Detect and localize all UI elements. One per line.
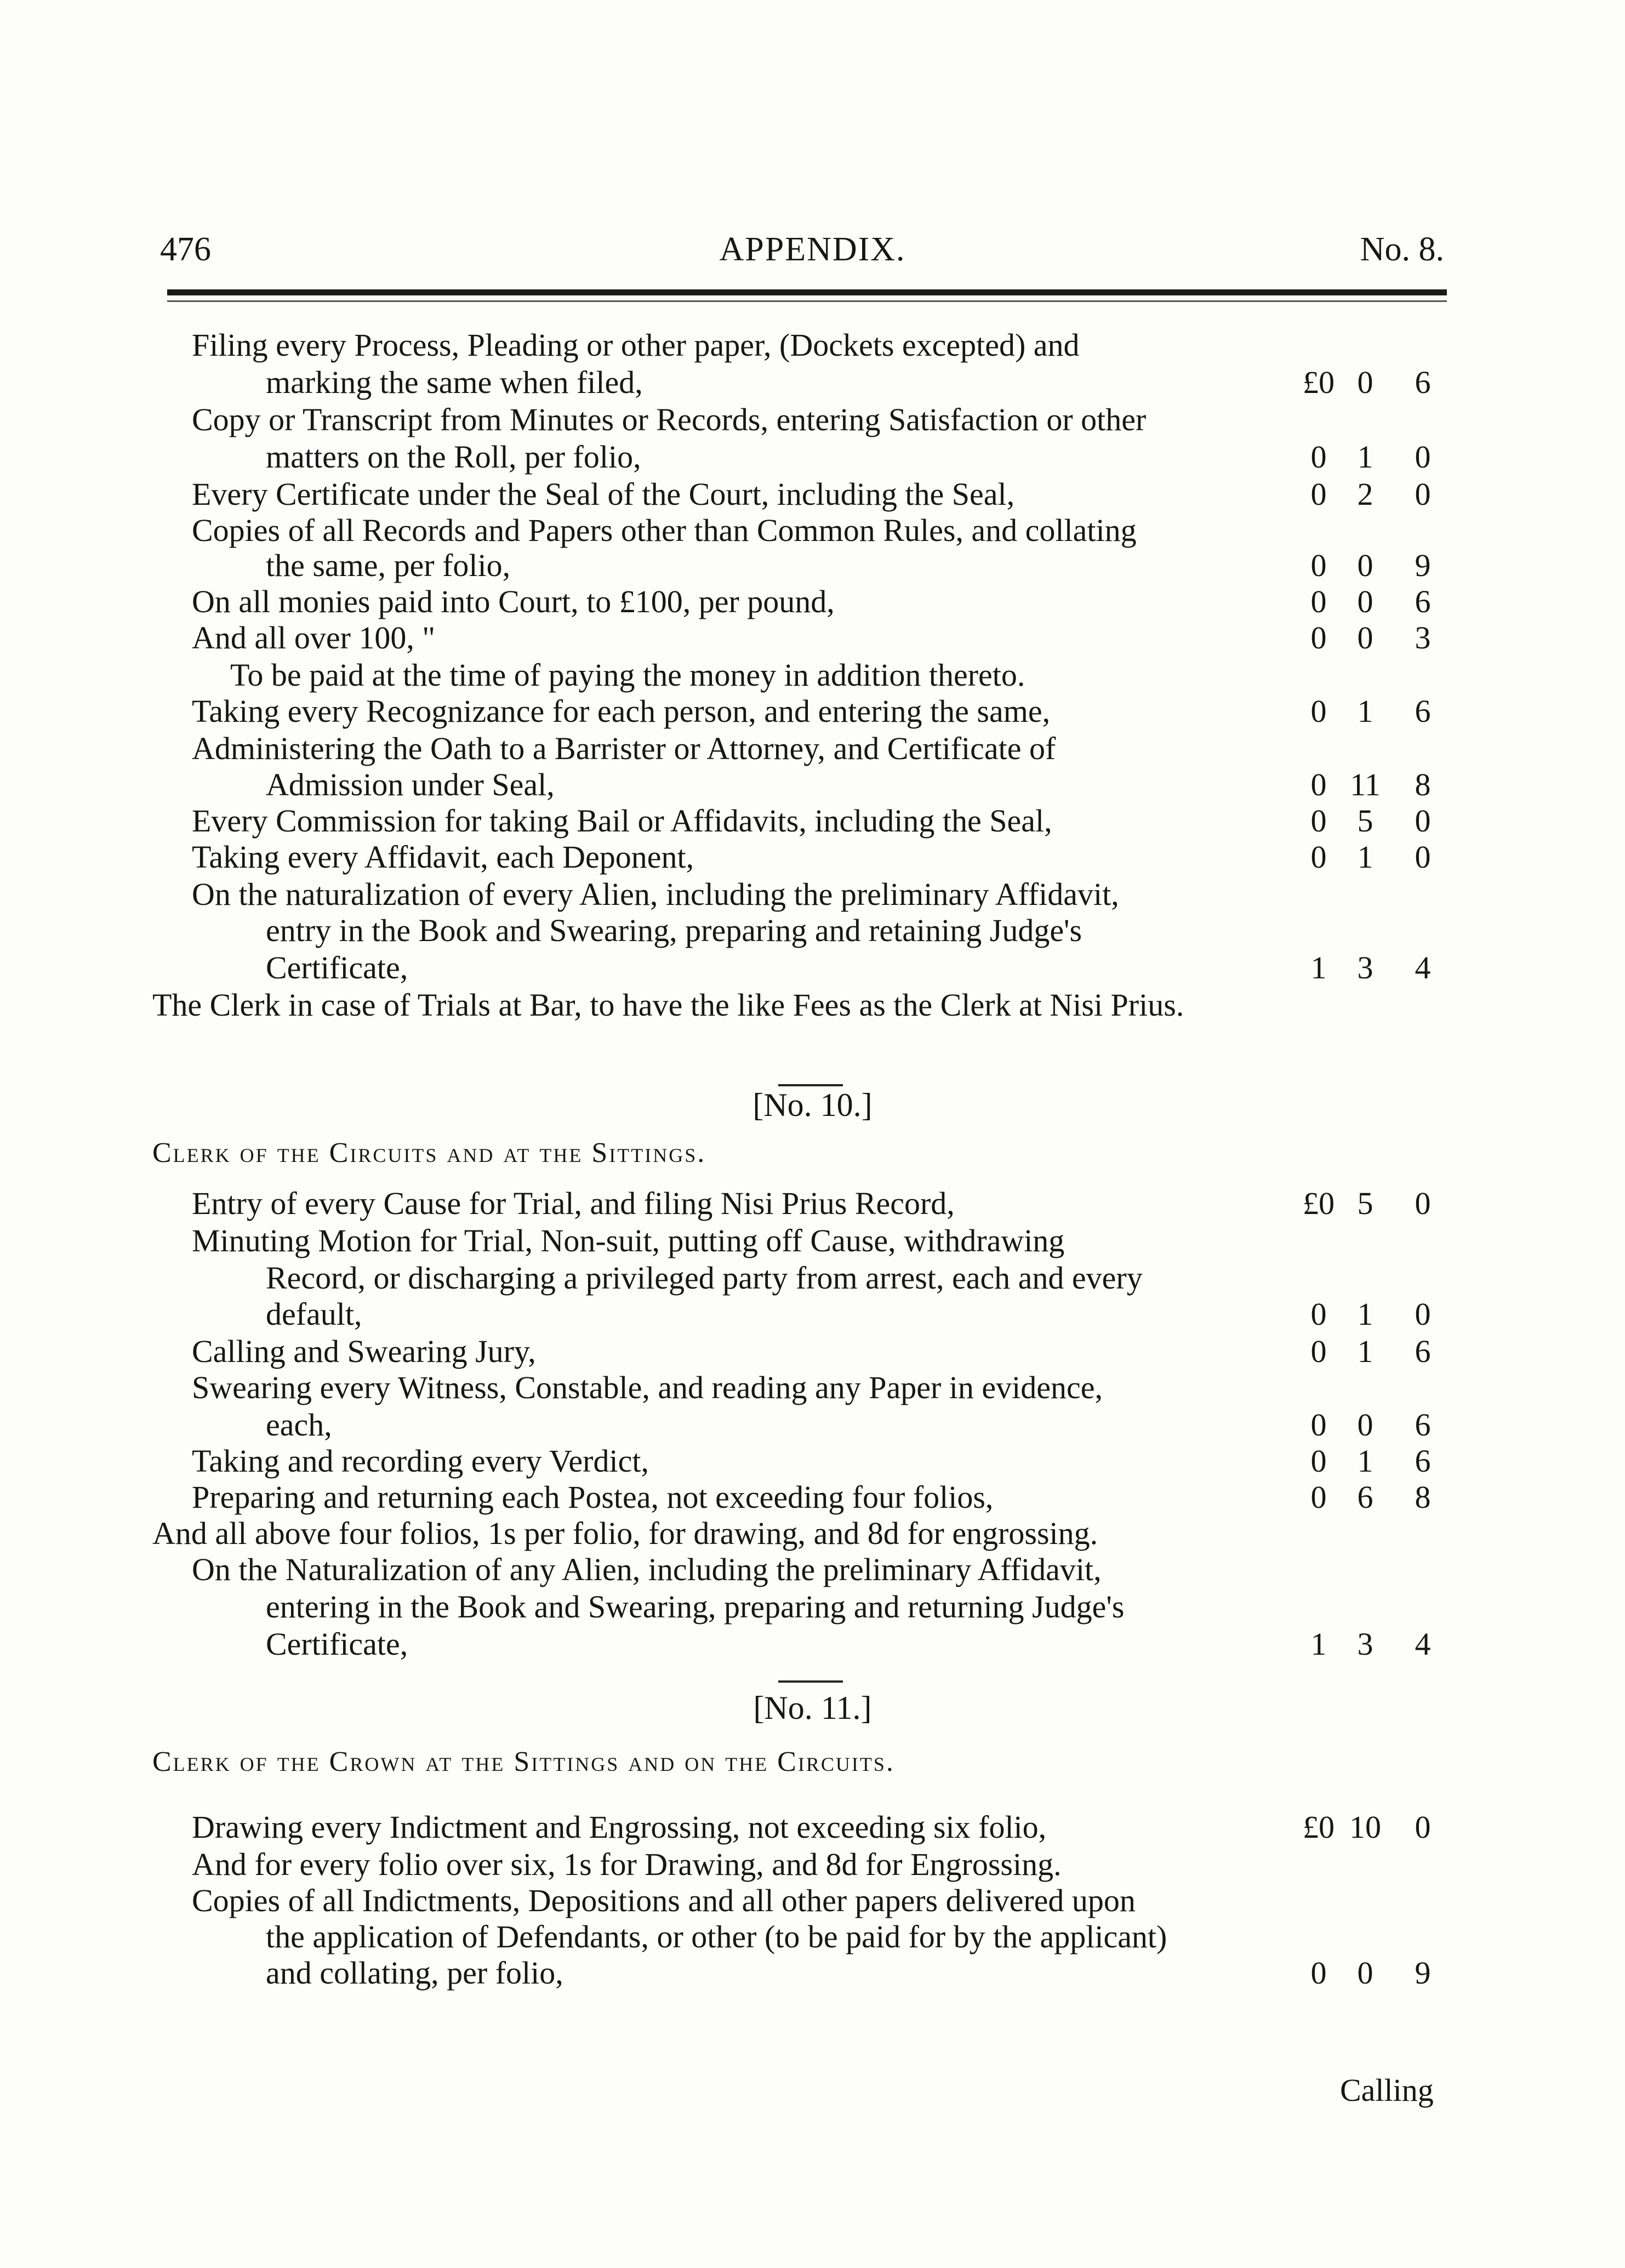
fee-entry xyxy=(0,1586,1625,1628)
fee-description: Taking every Recognizance for each person, and entering the same, xyxy=(192,693,1051,729)
fee-pounds: 0 xyxy=(1310,839,1327,875)
fee-pence: 6 xyxy=(1415,584,1431,619)
fee-entry xyxy=(0,1952,1625,1994)
fee-shillings: 1 xyxy=(1357,839,1373,875)
fee-entry xyxy=(0,910,1625,951)
fee-description: and collating, per folio, xyxy=(266,1955,563,1991)
fee-pence: 8 xyxy=(1415,1479,1431,1515)
fee-entry xyxy=(0,947,1625,989)
page-number: 476 xyxy=(160,231,211,268)
fee-shillings: 0 xyxy=(1357,584,1373,619)
fee-pounds: 0 xyxy=(1310,767,1327,802)
fee-pounds: 0 xyxy=(1310,548,1327,583)
fee-entry xyxy=(0,1367,1625,1409)
fee-pounds: 1 xyxy=(1310,950,1327,985)
fee-entry xyxy=(0,1880,1625,1922)
fee-shillings: 0 xyxy=(1357,364,1373,400)
fee-shillings: 0 xyxy=(1357,620,1373,656)
fee-pence: 0 xyxy=(1415,476,1431,512)
fee-description: On the naturalization of every Alien, including the preliminary Affidavit, xyxy=(192,876,1119,912)
fee-pence: 9 xyxy=(1415,548,1431,583)
fee-description: Record, or discharging a privileged party from arrest, each and every xyxy=(266,1260,1143,1296)
fee-entry xyxy=(0,1513,1625,1554)
fee-description: Admission under Seal, xyxy=(266,767,555,802)
fee-entry xyxy=(0,691,1625,732)
section-number: [No. 11.] xyxy=(753,1690,872,1726)
fee-entry xyxy=(0,1807,1625,1848)
fee-shillings: 5 xyxy=(1357,803,1373,839)
fee-description: On the Naturalization of any Alien, including the preliminary Affidavit, xyxy=(192,1552,1102,1587)
fee-pounds: 0 xyxy=(1310,1443,1327,1479)
fee-description: Copy or Transcript from Minutes or Records, entering Satisfaction or other xyxy=(192,402,1147,437)
fee-description: Entry of every Cause for Trial, and filing Nisi Prius Record, xyxy=(192,1186,955,1221)
fee-entry xyxy=(0,1623,1625,1665)
fee-shillings: 0 xyxy=(1357,1955,1373,1991)
fee-description: matters on the Roll, per folio, xyxy=(266,439,641,475)
fee-shillings: 1 xyxy=(1357,693,1373,729)
fee-entry xyxy=(0,436,1625,478)
fee-shillings: 1 xyxy=(1357,1334,1373,1369)
fee-description: Copies of all Records and Papers other than Common Rules, and collating xyxy=(192,512,1137,548)
fee-entry xyxy=(0,874,1625,915)
fee-description: Taking and recording every Verdict, xyxy=(192,1443,649,1479)
fee-description: Minuting Motion for Trial, Non-suit, putting off Cause, withdrawing xyxy=(192,1223,1065,1258)
catchword: Calling xyxy=(1340,2072,1434,2108)
fee-description: Taking every Affidavit, each Deponent, xyxy=(192,839,694,875)
fee-pounds: 0 xyxy=(1310,476,1327,512)
fee-pounds: £0 xyxy=(1303,364,1335,400)
document-number: No. 8. xyxy=(1360,231,1444,268)
fee-entry xyxy=(0,1844,1625,1885)
fee-shillings: 0 xyxy=(1357,548,1373,583)
fee-entry xyxy=(0,545,1625,586)
fee-description: each, xyxy=(266,1407,332,1443)
fee-shillings: 3 xyxy=(1357,950,1373,985)
fee-entry xyxy=(0,1293,1625,1335)
fee-entry xyxy=(0,1440,1625,1482)
fee-description: And all above four folios, 1s per folio, for drawing, and 8d for engrossing. xyxy=(152,1515,1098,1551)
fee-entry xyxy=(0,1916,1625,1958)
fee-entry xyxy=(0,1477,1625,1518)
fee-shillings: 2 xyxy=(1357,476,1373,512)
section-number: [No. 10.] xyxy=(752,1087,873,1123)
fee-entry xyxy=(0,728,1625,770)
fee-shillings: 1 xyxy=(1357,1443,1373,1479)
fee-description: Calling and Swearing Jury, xyxy=(192,1334,536,1369)
fee-description: Every Commission for taking Bail or Affidavits, including the Seal, xyxy=(192,803,1052,839)
fee-description: Drawing every Indictment and Engrossing, not exceeding six folio, xyxy=(192,1809,1047,1845)
fee-pence: 0 xyxy=(1415,1809,1431,1845)
fee-pounds: 0 xyxy=(1310,693,1327,729)
fee-pounds: 0 xyxy=(1310,803,1327,839)
fee-entry xyxy=(0,800,1625,842)
fee-entry xyxy=(0,362,1625,403)
fee-entry xyxy=(0,474,1625,515)
fee-description: To be paid at the time of paying the money in addition thereto. xyxy=(230,657,1025,693)
fee-description: the application of Defendants, or other (to be paid for by the applicant) xyxy=(266,1919,1167,1954)
fee-description: Certificate, xyxy=(266,1626,408,1662)
fee-shillings: 11 xyxy=(1350,767,1381,802)
fee-shillings: 6 xyxy=(1357,1479,1373,1515)
fee-entry xyxy=(0,617,1625,659)
fee-pounds: 0 xyxy=(1310,1334,1327,1369)
fee-entry xyxy=(0,984,1625,1026)
fee-pence: 0 xyxy=(1415,1186,1431,1221)
fee-description: entry in the Book and Swearing, preparing and retaining Judge's xyxy=(266,913,1082,948)
fee-description: Swearing every Witness, Constable, and reading any Paper in evidence, xyxy=(192,1370,1103,1405)
fee-shillings: 10 xyxy=(1349,1809,1381,1845)
fee-pence: 0 xyxy=(1415,1296,1431,1332)
fee-pence: 6 xyxy=(1415,1334,1431,1369)
fee-pence: 0 xyxy=(1415,803,1431,839)
fee-pounds: 0 xyxy=(1310,584,1327,619)
fee-entry xyxy=(0,1183,1625,1224)
fee-pence: 6 xyxy=(1415,693,1431,729)
fee-pence: 8 xyxy=(1415,767,1431,802)
fee-pounds: 0 xyxy=(1310,439,1327,475)
fee-description: Preparing and returning each Postea, not exceeding four folios, xyxy=(192,1479,994,1515)
fee-pence: 3 xyxy=(1415,620,1431,656)
fee-pence: 4 xyxy=(1415,950,1431,985)
fee-pence: 6 xyxy=(1415,1443,1431,1479)
fee-description: On all monies paid into Court, to £100, per pound, xyxy=(192,584,835,619)
fee-shillings: 3 xyxy=(1357,1626,1373,1662)
fee-description: And for every folio over six, 1s for Drawing, and 8d for Engrossing. xyxy=(192,1847,1062,1882)
fee-pounds: 0 xyxy=(1310,1955,1327,1991)
fee-description: Filing every Process, Pleading or other paper, (Dockets excepted) and xyxy=(192,327,1080,363)
fee-entry xyxy=(0,1549,1625,1591)
fee-entry xyxy=(0,581,1625,623)
fee-shillings: 1 xyxy=(1357,439,1373,475)
header-rule xyxy=(167,289,1447,295)
fee-pence: 0 xyxy=(1415,439,1431,475)
running-title: APPENDIX. xyxy=(719,231,906,268)
fee-pence: 6 xyxy=(1415,1407,1431,1443)
fee-entry xyxy=(0,836,1625,878)
fee-description: Certificate, xyxy=(266,950,408,985)
section-title: Clerk of the Crown at the Sittings and on the Circuits. xyxy=(152,1746,895,1777)
fee-shillings: 5 xyxy=(1357,1186,1373,1221)
fee-pounds: 0 xyxy=(1310,1407,1327,1443)
fee-pence: 0 xyxy=(1415,839,1431,875)
section-separator xyxy=(778,1680,843,1683)
fee-entry xyxy=(0,399,1625,441)
fee-pounds: 0 xyxy=(1310,1479,1327,1515)
fee-description: Administering the Oath to a Barrister or Attorney, and Certificate of xyxy=(192,731,1056,766)
fee-pounds: 1 xyxy=(1310,1626,1327,1662)
fee-description: marking the same when filed, xyxy=(266,364,643,400)
header-rule-thin xyxy=(167,300,1447,302)
fee-pence: 4 xyxy=(1415,1626,1431,1662)
fee-pence: 9 xyxy=(1415,1955,1431,1991)
fee-description: And all over 100, " xyxy=(192,620,436,656)
fee-shillings: 1 xyxy=(1357,1296,1373,1332)
fee-description: entering in the Book and Swearing, preparing and returning Judge's xyxy=(266,1589,1125,1625)
fee-entry xyxy=(0,1331,1625,1372)
fee-entry xyxy=(0,1220,1625,1262)
fee-pounds: 0 xyxy=(1310,620,1327,656)
fee-shillings: 0 xyxy=(1357,1407,1373,1443)
fee-entry xyxy=(0,764,1625,806)
fee-entry xyxy=(0,654,1625,696)
fee-entry xyxy=(0,324,1625,366)
fee-pounds: £0 xyxy=(1303,1809,1335,1845)
fee-description: Copies of all Indictments, Depositions and all other papers delivered upon xyxy=(192,1883,1136,1918)
fee-description: default, xyxy=(266,1296,362,1332)
fee-description: the same, per folio, xyxy=(266,548,511,583)
fee-description: The Clerk in case of Trials at Bar, to have the like Fees as the Clerk at Nisi Prius. xyxy=(152,987,1184,1023)
fee-pounds: 0 xyxy=(1310,1296,1327,1332)
section-title: Clerk of the Circuits and at the Sittings. xyxy=(152,1137,706,1169)
fee-entry xyxy=(0,1404,1625,1446)
fee-pence: 6 xyxy=(1415,364,1431,400)
fee-description: Every Certificate under the Seal of the Court, including the Seal, xyxy=(192,476,1015,512)
fee-entry xyxy=(0,1257,1625,1299)
fee-pounds: £0 xyxy=(1303,1186,1335,1221)
